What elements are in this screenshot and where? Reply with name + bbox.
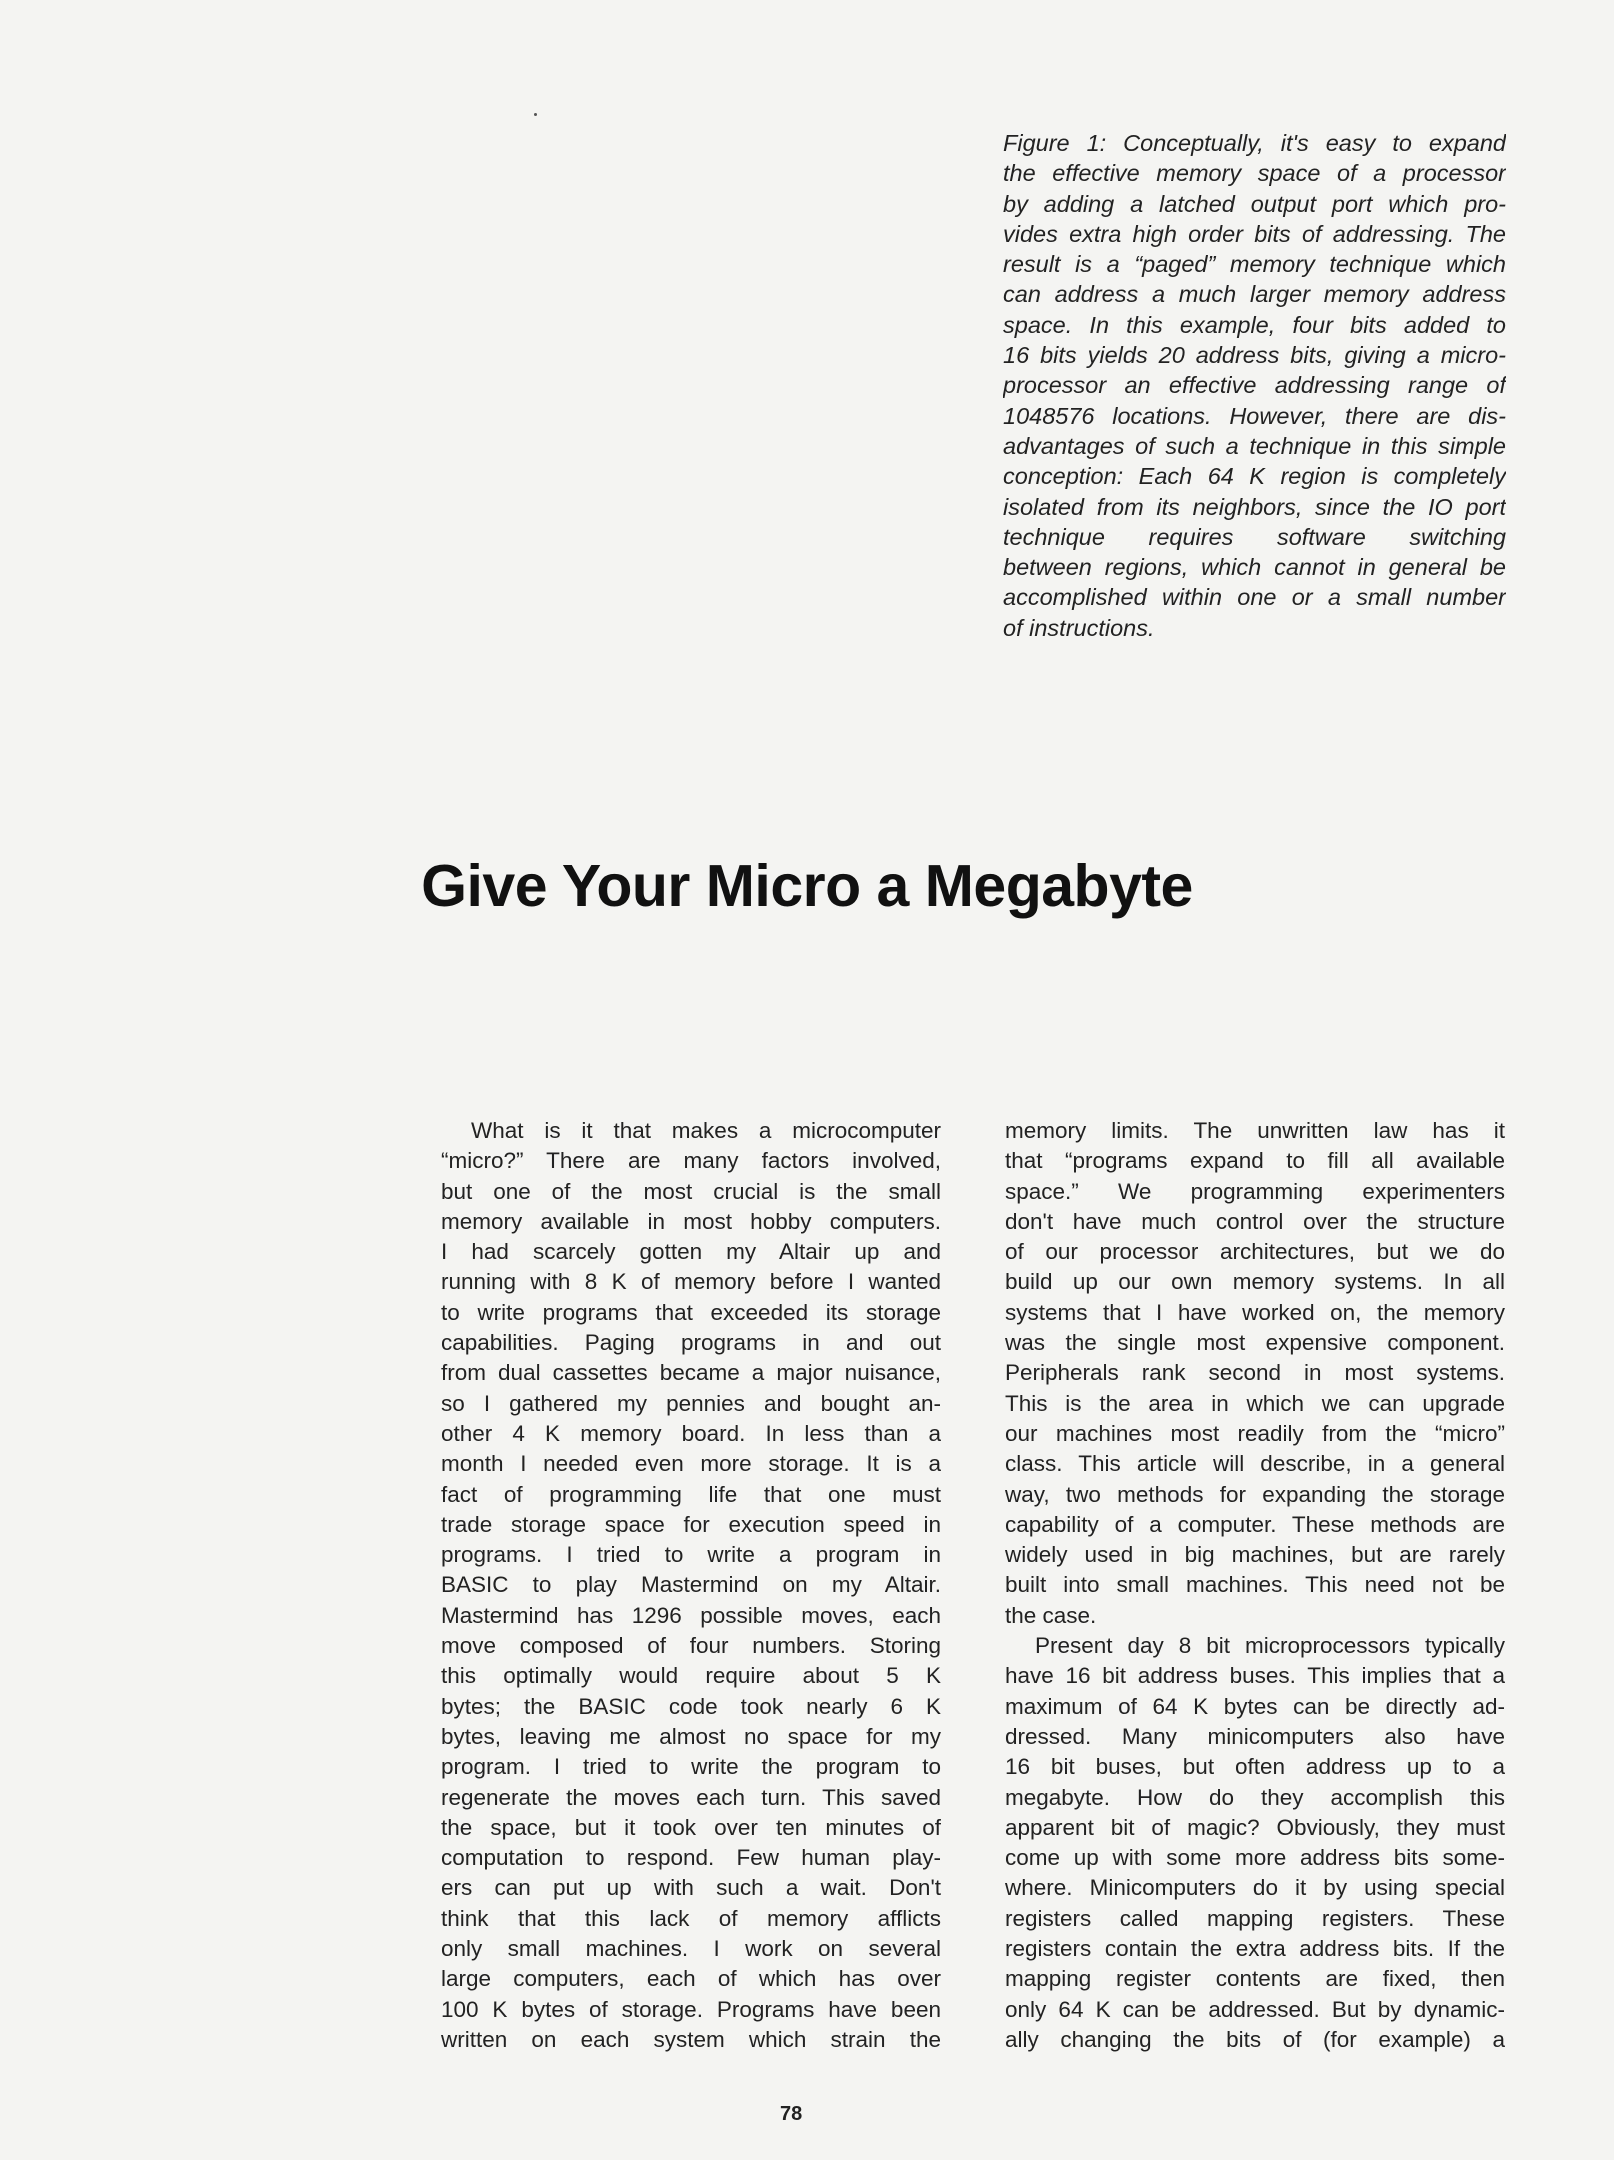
body-line: way, two methods for expanding the storage xyxy=(1005,1481,1505,1507)
body-line: trade storage space for execution speed in xyxy=(441,1511,941,1537)
caption-line: advantages of such a technique in this simple xyxy=(1003,432,1506,459)
body-line: “micro?” There are many factors involved, xyxy=(441,1148,941,1174)
body-line: space.” We programming experimenters xyxy=(1005,1178,1505,1204)
body-line: Present day 8 bit microprocessors typically xyxy=(1035,1633,1505,1659)
figure-caption xyxy=(1003,128,1506,643)
body-line: regenerate the moves each turn. This saved xyxy=(441,1784,941,1810)
body-line: What is it that makes a microcomputer xyxy=(471,1118,941,1143)
caption-line: isolated from its neighbors, since the IO port xyxy=(1003,493,1506,520)
caption-line: result is a “paged” memory technique which xyxy=(1003,251,1506,278)
body-line: only 64 K can be addressed. But by dynamic- xyxy=(1005,1996,1505,2022)
body-line: This is the area in which we can upgrade xyxy=(1005,1390,1505,1416)
body-line: computation to respond. Few human play- xyxy=(441,1845,941,1871)
body-line: 16 bit buses, but often address up to a xyxy=(1005,1754,1505,1780)
body-line: megabyte. How do they accomplish this xyxy=(1005,1784,1505,1810)
body-line: fact of programming life that one must xyxy=(441,1481,941,1507)
body-line: program. I tried to write the program to xyxy=(441,1754,941,1780)
body-line: bytes; the BASIC code took nearly 6 K xyxy=(441,1693,941,1719)
body-line: the space, but it took over ten minutes of xyxy=(441,1814,941,1840)
body-line: from dual cassettes became a major nuisance, xyxy=(441,1360,941,1386)
caption-line: accomplished within one or a small number xyxy=(1003,584,1506,611)
body-line: Mastermind has 1296 possible moves, each xyxy=(441,1602,941,1628)
body-line: systems that I have worked on, the memory xyxy=(1005,1299,1505,1325)
body-line: dressed. Many minicomputers also have xyxy=(1005,1723,1505,1749)
caption-line: by adding a latched output port which pro- xyxy=(1003,190,1506,217)
body-line: capability of a computer. These methods are xyxy=(1005,1511,1505,1537)
body-line: bytes, leaving me almost no space for my xyxy=(441,1723,941,1749)
body-line: class. This article will describe, in a general xyxy=(1005,1451,1505,1477)
body-line: only small machines. I work on several xyxy=(441,1936,941,1962)
caption-line: between regions, which cannot in general be xyxy=(1003,554,1506,581)
body-line: 100 K bytes of storage. Programs have been xyxy=(441,1996,941,2022)
body-line: move composed of four numbers. Storing xyxy=(441,1633,941,1659)
body-line: Peripherals rank second in most systems. xyxy=(1005,1360,1505,1386)
caption-line: 1048576 locations. However, there are dis- xyxy=(1003,402,1506,429)
body-line: registers contain the extra address bits. If the xyxy=(1005,1936,1505,1962)
body-line: built into small machines. This need not be xyxy=(1005,1572,1505,1598)
body-line: was the single most expensive component. xyxy=(1005,1330,1505,1356)
body-line: have 16 bit address buses. This implies that a xyxy=(1005,1663,1505,1689)
body-line: ally changing the bits of (for example) a xyxy=(1005,2026,1505,2052)
caption-line: can address a much larger memory address xyxy=(1003,281,1506,308)
caption-line: the effective memory space of a processor xyxy=(1003,160,1506,187)
body-line: memory limits. The unwritten law has it xyxy=(1005,1118,1505,1143)
body-line: BASIC to play Mastermind on my Altair. xyxy=(441,1572,941,1598)
body-line: memory available in most hobby computers. xyxy=(441,1208,941,1234)
body-line: written on each system which strain the xyxy=(441,2026,941,2052)
body-line: ers can put up with such a wait. Don't xyxy=(441,1875,941,1901)
body-line: other 4 K memory board. In less than a xyxy=(441,1420,941,1446)
right-column xyxy=(1005,1116,1505,2055)
body-line: capabilities. Paging programs in and out xyxy=(441,1330,941,1356)
body-line: where. Minicomputers do it by using special xyxy=(1005,1875,1505,1901)
body-line: so I gathered my pennies and bought an- xyxy=(441,1390,941,1416)
left-column xyxy=(441,1116,941,2055)
body-line: build up our own memory systems. In all xyxy=(1005,1269,1505,1295)
body-line: but one of the most crucial is the small xyxy=(441,1178,941,1204)
body-line: widely used in big machines, but are rarely xyxy=(1005,1542,1505,1568)
body-line: programs. I tried to write a program in xyxy=(441,1542,941,1568)
body-line: don't have much control over the structure xyxy=(1005,1208,1505,1234)
caption-line: processor an effective addressing range of xyxy=(1003,372,1506,399)
caption-line: 16 bits yields 20 address bits, giving a micro- xyxy=(1003,342,1506,369)
caption-line: vides extra high order bits of addressing. The xyxy=(1003,220,1506,247)
body-line: of our processor architectures, but we do xyxy=(1005,1239,1505,1265)
body-line: to write programs that exceeded its storage xyxy=(441,1299,941,1325)
caption-line: of instructions. xyxy=(1003,614,1155,641)
body-line: mapping register contents are fixed, then xyxy=(1005,1966,1505,1992)
body-line: running with 8 K of memory before I wanted xyxy=(441,1269,941,1295)
body-line: maximum of 64 K bytes can be directly ad- xyxy=(1005,1693,1505,1719)
scan-speck xyxy=(534,113,537,116)
body-line: I had scarcely gotten my Altair up and xyxy=(441,1239,941,1265)
caption-line: Figure 1: Conceptually, it's easy to expand xyxy=(1003,130,1506,156)
body-line: that “programs expand to fill all available xyxy=(1005,1148,1505,1174)
body-line: this optimally would require about 5 K xyxy=(441,1663,941,1689)
body-line: apparent bit of magic? Obviously, they must xyxy=(1005,1814,1505,1840)
body-line: our machines most readily from the “micro” xyxy=(1005,1420,1505,1446)
body-line: the case. xyxy=(1005,1602,1097,1628)
caption-line: technique requires software switching xyxy=(1003,523,1506,550)
caption-line: conception: Each 64 K region is completely xyxy=(1003,463,1506,490)
page-number: 78 xyxy=(780,2103,803,2125)
caption-line: space. In this example, four bits added to xyxy=(1003,311,1506,338)
body-line: month I needed even more storage. It is a xyxy=(441,1451,941,1477)
body-line: registers called mapping registers. These xyxy=(1005,1905,1505,1931)
body-line: large computers, each of which has over xyxy=(441,1966,941,1992)
body-line: come up with some more address bits some- xyxy=(1005,1845,1505,1871)
body-line: think that this lack of memory afflicts xyxy=(441,1905,941,1931)
article-title: Give Your Micro a Megabyte xyxy=(421,853,1193,919)
